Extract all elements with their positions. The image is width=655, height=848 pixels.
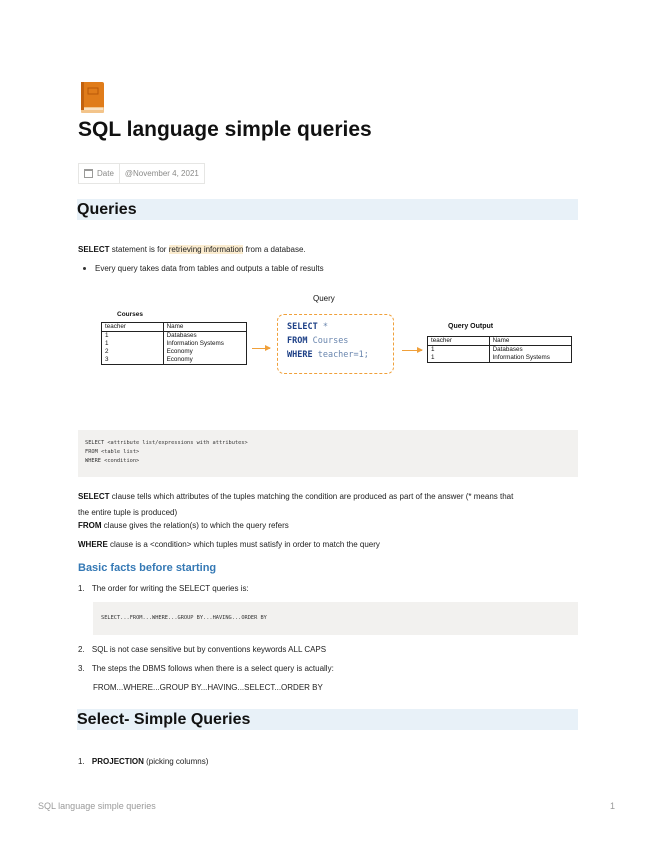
date-property-label: Date [79,164,119,183]
column-header: teacher [102,323,164,332]
arrow-right-icon [252,348,270,349]
table-header-row [102,323,247,332]
query-diagram [96,290,578,390]
column-header: Name [163,323,246,332]
code-block-select-order: SELECT...FROM...WHERE...GROUP BY...HAVING...ORDER BY [93,602,578,635]
list-item: 1. PROJECTION (picking columns) [78,757,209,766]
column-header: Name [489,337,571,346]
query-label: Query [313,294,335,303]
from-clause-paragraph: FROM clause gives the relation(s) to which the query refers [78,521,289,530]
table-row: 1 Databases [102,332,247,341]
query-output-table [427,336,572,363]
bullet-item: Every query takes data from tables and outputs a table of results [95,264,324,273]
book-icon [80,82,105,113]
heading-queries: Queries [77,199,578,220]
query-output-label: Query Output [448,323,494,330]
bullet-icon [83,267,86,270]
where-clause-paragraph: WHERE clause is a <condition> which tuples must satisfy in order to match the query [78,540,380,549]
select-clause-paragraph: SELECT clause tells which attributes of the tuples matching the condition are produced as part of the answer (* means that the entire tuple is produced) [78,492,514,517]
query-line: SELECT * [287,322,328,332]
page-title: SQL language simple queries [78,118,372,141]
list-item: 3. The steps the DBMS follows when there is a select query is actually: [78,664,334,673]
calendar-icon [84,169,93,178]
date-property-value[interactable]: @November 4, 2021 [119,164,204,183]
properties-row [78,163,205,184]
courses-table [101,322,247,365]
query-line: WHERE teacher=1; [287,350,369,360]
table-header-row [428,337,572,346]
arrow-right-icon [402,350,422,351]
highlighted-text: retrieving information [168,245,244,254]
table-row: 3 Economy [102,356,247,365]
table-row: 1 Information Systems [102,340,247,348]
footer-title: SQL language simple queries [38,801,156,811]
table-row: 1 Databases [428,346,572,355]
query-box [277,314,394,374]
footer-page-number: 1 [610,801,616,811]
intro-paragraph: SELECT statement is for retrieving information from a database. [78,245,306,254]
courses-label: Courses [117,311,144,318]
table-row: 1 Information Systems [428,354,572,363]
table-row: 2 Economy [102,348,247,356]
query-line: FROM Courses [287,336,349,346]
list-item: 1. The order for writing the SELECT queries is: [78,584,249,593]
code-block-select-syntax: SELECT <attribute list/expressions with attributes> FROM <table list> WHERE <condition> [78,430,578,477]
list-item: 2. SQL is not case sensitive but by conventions keywords ALL CAPS [78,645,327,654]
heading-select-simple-queries: Select- Simple Queries [77,709,578,730]
heading-basic-facts: Basic facts before starting [78,562,217,574]
column-header: teacher [428,337,490,346]
dbms-steps-line: FROM...WHERE...GROUP BY...HAVING...SELECT...ORDER BY [93,683,323,692]
